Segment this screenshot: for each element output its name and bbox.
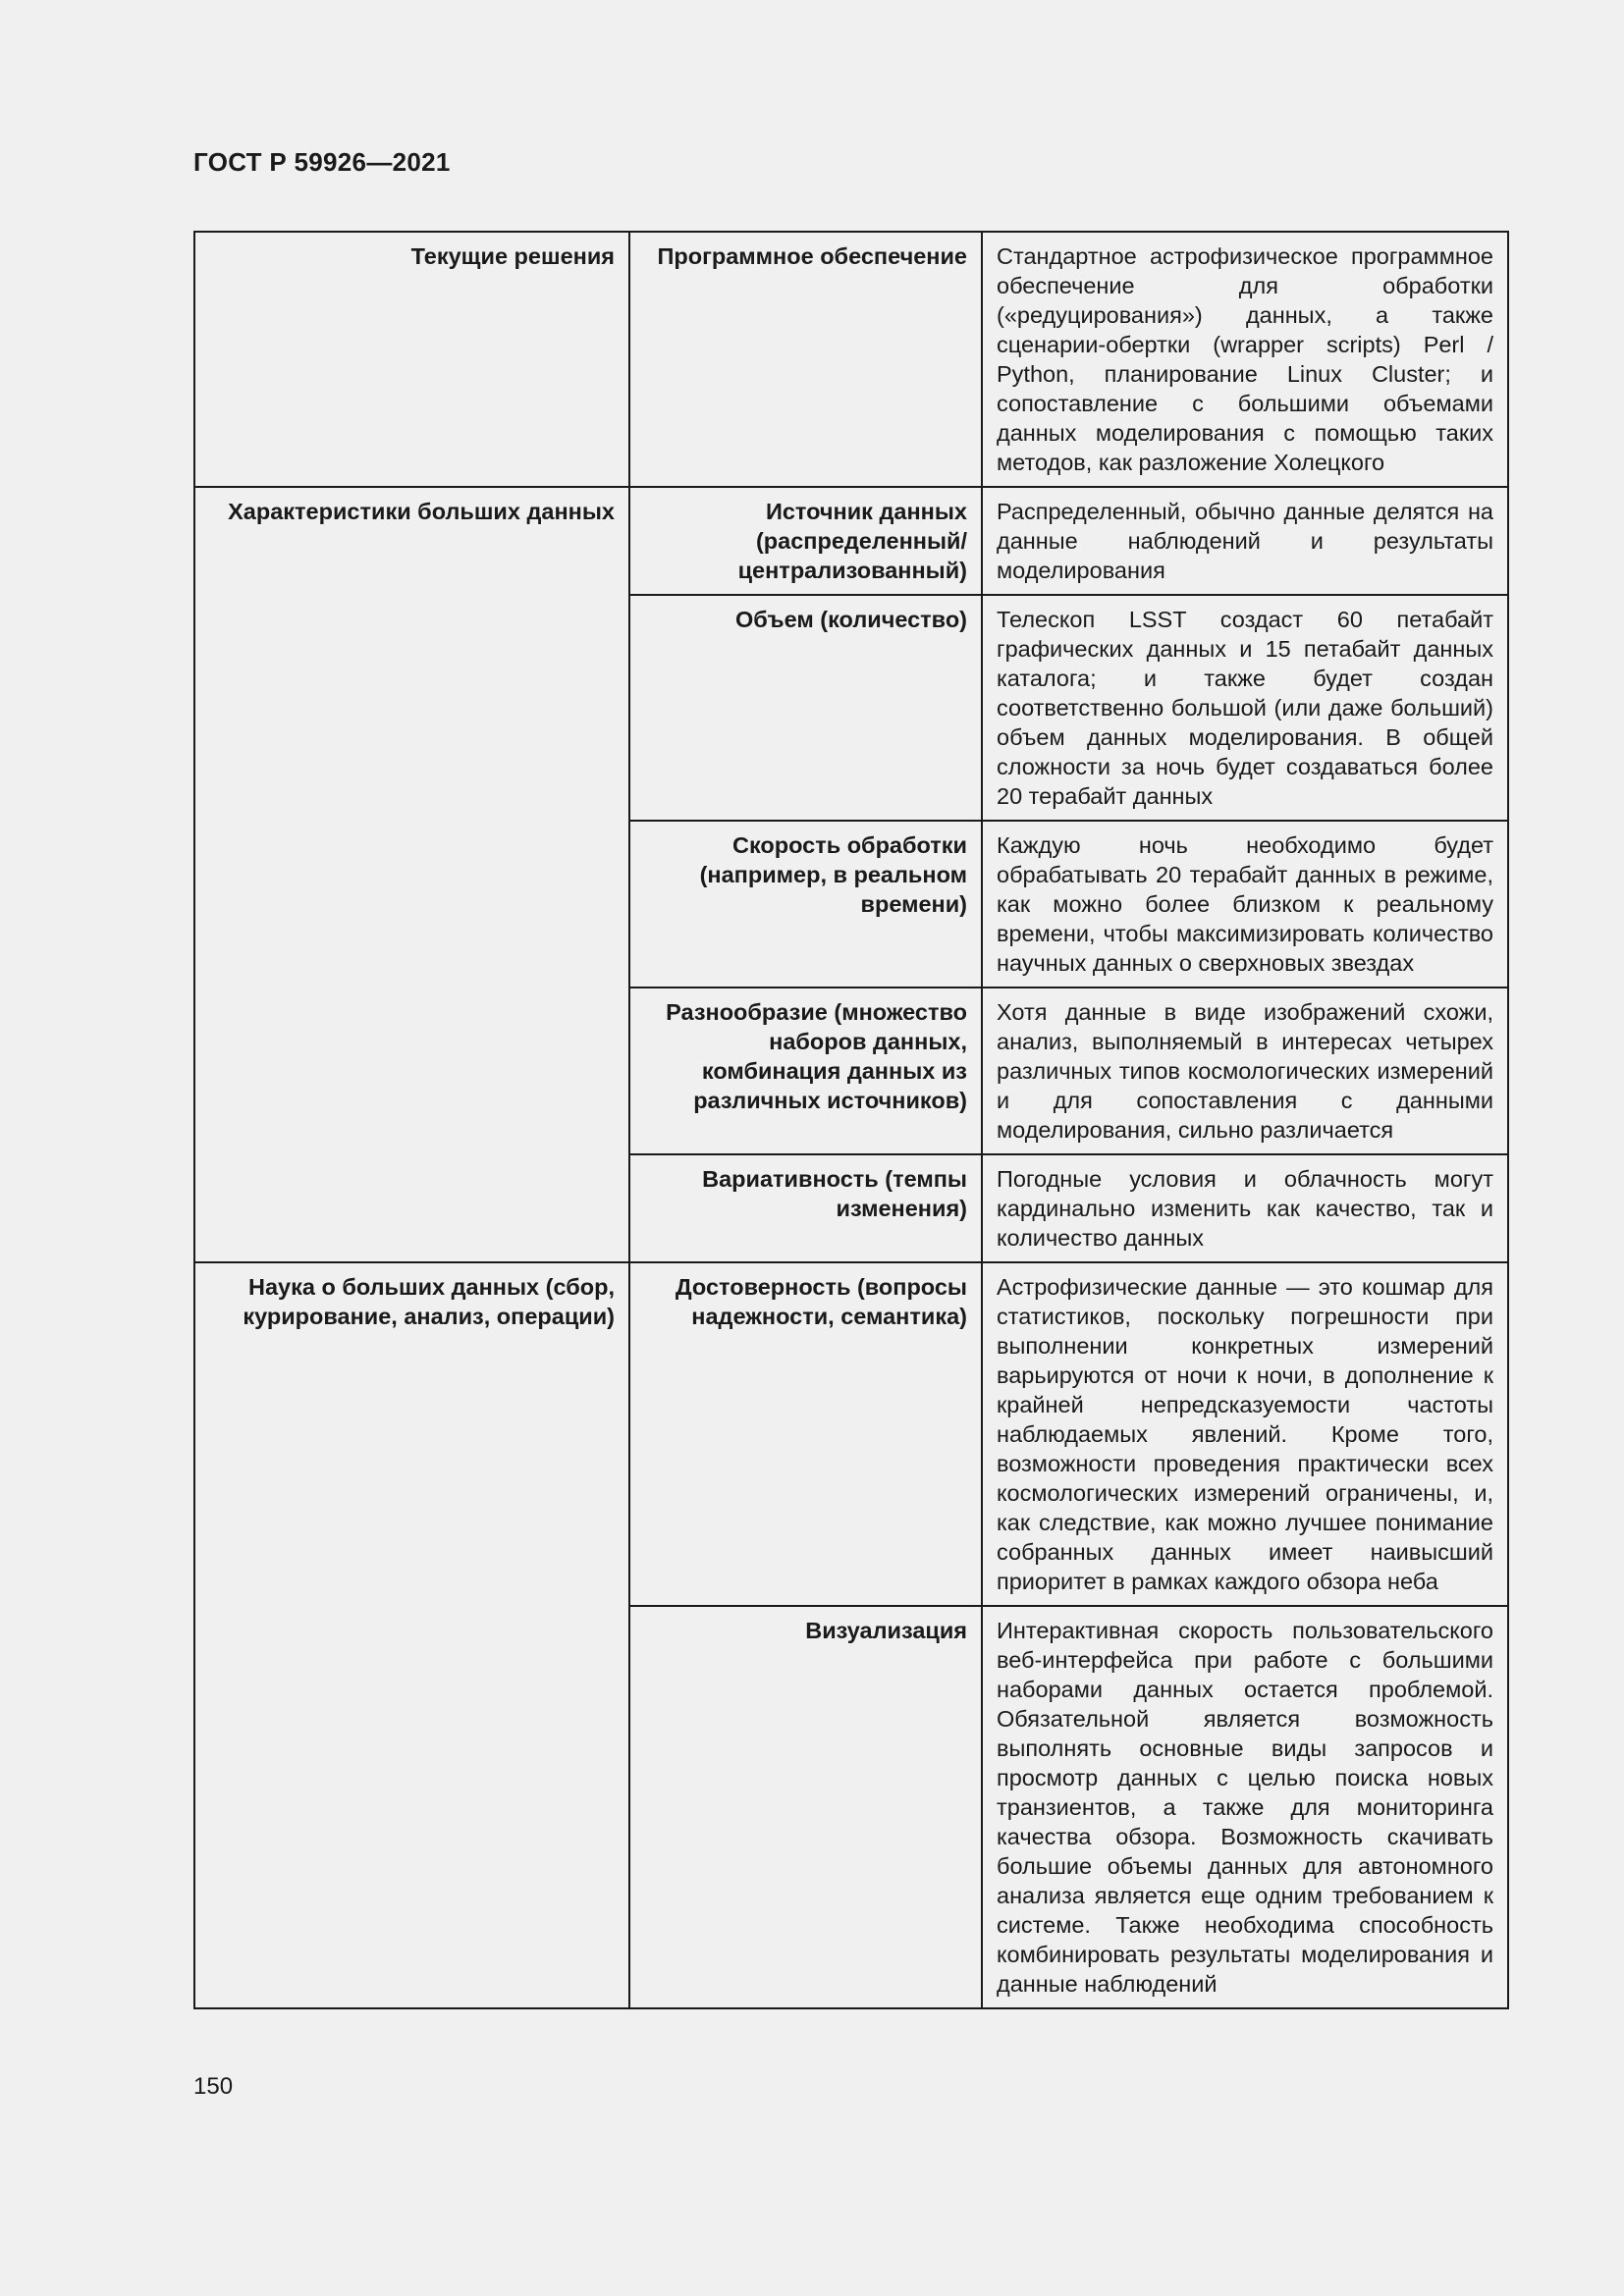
subcategory-cell: Источник данных (распределенный/централизованный) — [629, 487, 982, 595]
description-cell: Распределенный, обычно данные делятся на данные наблюдений и результаты моделирования — [982, 487, 1508, 595]
category-cell: Текущие решения — [194, 232, 629, 487]
description-cell: Интерактивная скорость пользовательского веб-интерфейса при работе с большими наборами данных остается проблемой. Обязательной является возможность выполнять основные виды запросов и просмотр данных с целью поиска новых транзиентов, а также для мониторинга качества обзора. Возможность скачивать большие объемы данных для автономного анализа является еще одним требованием к системе. Также необходима способность комбинировать результаты моделирования и данные наблюдений — [982, 1606, 1508, 2008]
table-row — [194, 232, 1508, 487]
subcategory-cell: Разнообразие (множество наборов данных, комбинация данных из различных источников) — [629, 988, 982, 1154]
description-cell: Хотя данные в виде изображений схожи, анализ, выполняемый в интересах четырех различных типов космологических измерений и для сопоставления с данными моделирования, сильно различается — [982, 988, 1508, 1154]
category-cell: Наука о больших данных (сбор, курирование, анализ, операции) — [194, 1262, 629, 2008]
document-header: ГОСТ Р 59926—2021 — [193, 147, 451, 177]
spec-table — [193, 231, 1509, 2009]
table-row — [194, 487, 1508, 595]
description-cell: Стандартное астрофизическое программное обеспечение для обработки («редуцирования») данных, а также сценарии-обертки (wrapper scripts) Perl / Python, планирование Linux Cluster; и сопоставление с большими объемами данных моделирования с помощью таких методов, как разложение Холецкого — [982, 232, 1508, 487]
subcategory-cell: Скорость обработки (например, в реальном времени) — [629, 821, 982, 988]
description-cell: Телескоп LSST создаст 60 петабайт графических данных и 15 петабайт данных каталога; и также будет создан соответственно большой (или даже больший) объем данных моделирования. В общей сложности за ночь будет создаваться более 20 терабайт данных — [982, 595, 1508, 821]
subcategory-cell: Программное обеспечение — [629, 232, 982, 487]
subcategory-cell: Вариативность (темпы изменения) — [629, 1154, 982, 1262]
subcategory-cell: Объем (количество) — [629, 595, 982, 821]
description-cell: Каждую ночь необходимо будет обрабатывать 20 терабайт данных в режиме, как можно более близком к реальному времени, чтобы максимизировать количество научных данных о сверхновых звездах — [982, 821, 1508, 988]
subcategory-cell: Визуализация — [629, 1606, 982, 2008]
table-row — [194, 1262, 1508, 1606]
category-cell: Характеристики больших данных — [194, 487, 629, 1262]
description-cell: Погодные условия и облачность могут кардинально изменить как качество, так и количество данных — [982, 1154, 1508, 1262]
description-cell: Астрофизические данные — это кошмар для статистиков, поскольку погрешности при выполнении конкретных измерений варьируются от ночи к ночи, в дополнение к крайней непредсказуемости частоты наблюдаемых явлений. Кроме того, возможности проведения практически всех космологических измерений ограничены, и, как следствие, как можно лучшее понимание собранных данных имеет наивысший приоритет в рамках каждого обзора неба — [982, 1262, 1508, 1606]
page-number: 150 — [193, 2073, 234, 2100]
subcategory-cell: Достоверность (вопросы надежности, семантика) — [629, 1262, 982, 1606]
